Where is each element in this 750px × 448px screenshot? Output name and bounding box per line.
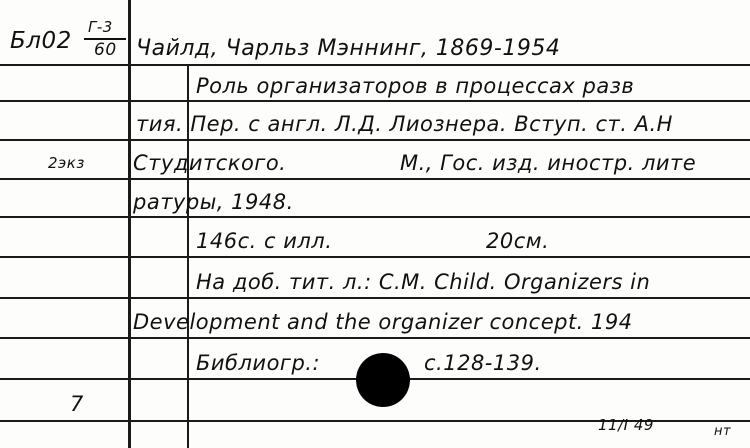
ruled-line [0,297,750,299]
call-number-prefix: Бл02 [10,28,72,54]
ruled-line [0,337,750,339]
title-line-3b: М., Гос. изд. иностр. лите [400,151,697,175]
orig-title-line-2: Development and the organizer concept. 194 [133,310,633,334]
ink-blot [356,353,410,407]
ruled-line [0,178,750,180]
date-note: 11/I 49 [598,416,654,434]
call-number-numerator: Г-3 [88,18,113,36]
copies-note: 2экз [48,154,85,172]
ruled-line [0,64,750,66]
biblio-label: Библиогр.: [196,351,321,375]
title-line-4: ратуры, 1948. [133,190,294,214]
biblio-pages: с.128-139. [424,351,542,375]
size-line: 20см. [486,229,550,253]
inventory-mark: нт [714,424,732,439]
orig-title-line-1: На доб. тит. л.: C.M. Child. Organizers in [196,270,651,294]
author-line: Чайлд, Чарльз Мэннинг, 1869-1954 [136,36,561,61]
title-line-1: Роль организаторов в процессах разв [196,74,635,98]
title-line-3: Студитского. [133,151,287,175]
ruled-line [0,100,750,102]
ruled-line [0,256,750,258]
ruled-line [0,139,750,141]
ruled-line [0,216,750,218]
margin-line-left [128,0,131,448]
pages-line: 146с. с илл. [196,229,333,253]
title-line-2: тия. Пер. с англ. Л.Д. Лиознера. Вступ. ст. А.Н [136,112,673,136]
call-number-denominator: 60 [94,40,117,60]
card-number: 7 [70,392,84,416]
